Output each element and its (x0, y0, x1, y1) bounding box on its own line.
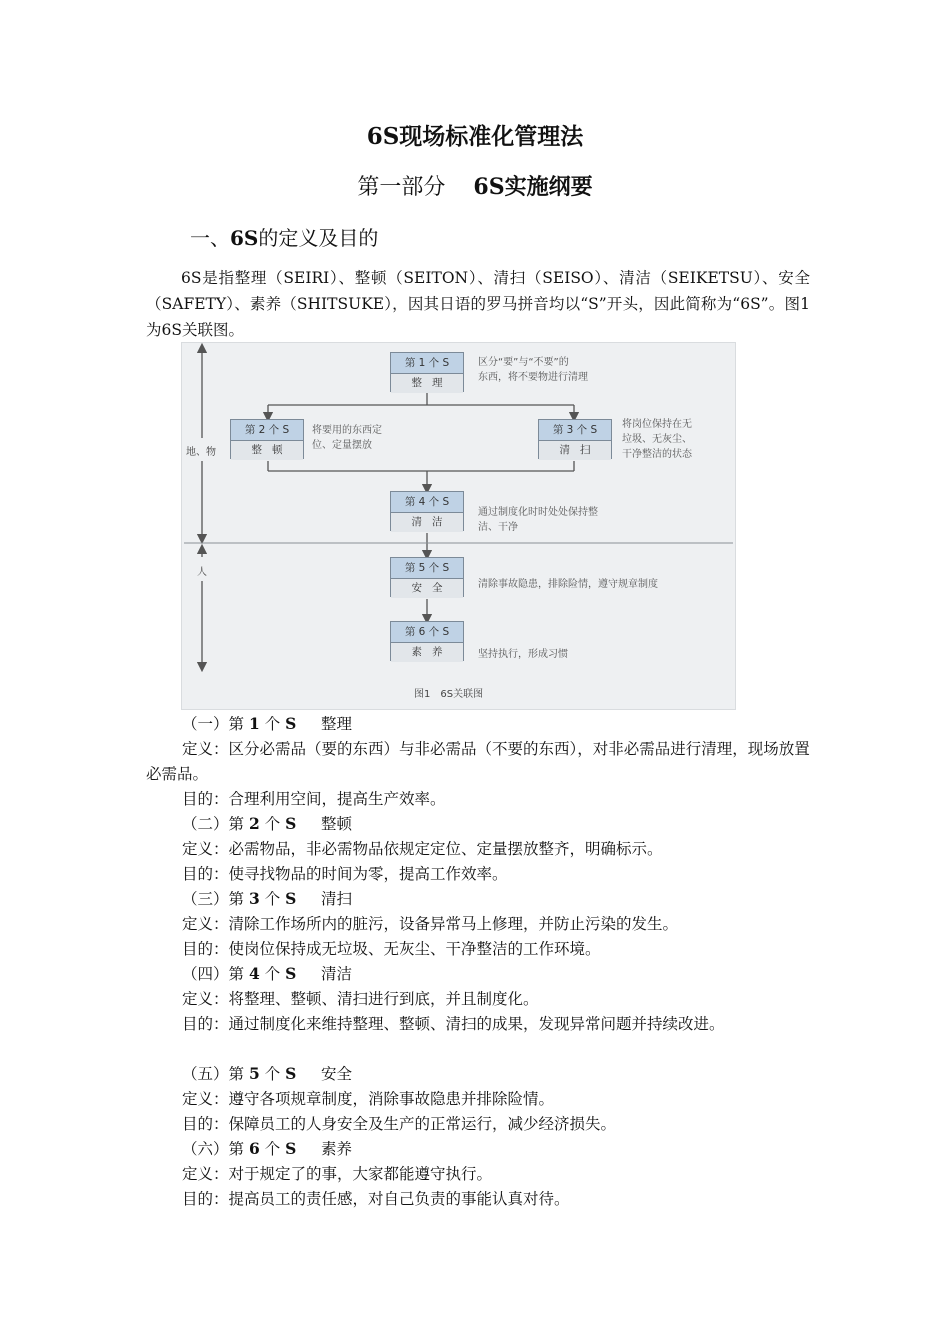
section-3 (146, 886, 810, 962)
section-5 (146, 1061, 810, 1137)
section-heading-row: （五）第 5 个 S 安全 (182, 1064, 353, 1083)
section-definition: 定义：遵守各项规章制度，消除事故隐患并排除险情。 (182, 1090, 555, 1108)
desc-seiton: 将要用的东西定 位、定量摆放 (312, 425, 382, 451)
section-definition: 定义：将整理、整顿、清扫进行到底，并且制度化。 (182, 990, 539, 1008)
intro-paragraph: 6S是指整理（SEIRI）、整顿（SEITON）、清扫（SEISO）、清洁（SEIKETSU）、安全（SAFETY）、素养（SHITSUKE），因其日语的罗马拼音均以“S”开头，因此简称为“6S”。图1为6S关联图。 (146, 269, 810, 339)
section-heading-row: （一）第 1 个 S 整理 (182, 714, 353, 733)
section-goal: 目的：提高员工的责任感，对自己负责的事能认真对待。 (182, 1190, 570, 1208)
figure-caption: 图1 6S关联图 (414, 689, 484, 700)
section-goal: 目的：通过制度化来维持整理、整顿、清扫的成果，发现异常问题并持续改进。 (182, 1015, 725, 1033)
box-number: 第 5 个 S (391, 558, 463, 579)
box-safety (390, 557, 464, 597)
section-6 (146, 1136, 810, 1212)
box-name: 整顿 (231, 441, 303, 460)
section-name: 整顿 (321, 815, 353, 833)
section-name: 素养 (321, 1140, 353, 1158)
heading-rest: 的定义及目的 (258, 226, 379, 250)
desc-seiso: 将岗位保持在无 垃圾、无灰尘、 干净整洁的状态 (622, 419, 692, 460)
box-seiketsu (390, 491, 464, 531)
part-label: 第一部分 (357, 175, 446, 200)
side-label-things: 地、物 (186, 447, 216, 458)
box-name: 整理 (391, 374, 463, 393)
section-definition: 定义：必需物品，非必需物品依规定定位、定量摆放整齐，明确标示。 (182, 840, 663, 858)
section-name: 清扫 (321, 890, 353, 908)
6s-relation-figure (181, 342, 736, 710)
heading-prefix: 一、 (190, 226, 230, 250)
box-name: 安全 (391, 579, 463, 598)
box-number: 第 3 个 S (539, 420, 611, 441)
section-2 (146, 811, 810, 887)
section-definition: 定义：区分必需品（要的东西）与非必需品（不要的东西），对非必需品进行清理，现场放置必需品。 (146, 740, 810, 783)
part-heading (0, 170, 950, 201)
section-heading-row: （三）第 3 个 S 清扫 (182, 889, 353, 908)
document-title: 6S现场标准化管理法 (366, 123, 584, 150)
heading-bold: 6S (230, 226, 259, 250)
desc-seiketsu: 通过制度化时时处处保持整 洁、干净 (478, 507, 598, 533)
section-heading-row: （四）第 4 个 S 清洁 (182, 964, 353, 983)
box-name: 清洁 (391, 513, 463, 532)
side-label-people: 人 (197, 567, 207, 578)
section-heading (190, 222, 378, 251)
box-name: 清扫 (539, 441, 611, 460)
box-number: 第 6 个 S (391, 622, 463, 643)
section-goal: 目的：合理利用空间，提高生产效率。 (182, 790, 446, 808)
section-goal: 目的：保障员工的人身安全及生产的正常运行，减少经济损失。 (182, 1115, 617, 1133)
box-number: 第 1 个 S (391, 353, 463, 374)
section-goal: 目的：使岗位保持成无垃圾、无灰尘、干净整洁的工作环境。 (182, 940, 601, 958)
section-definition: 定义：对于规定了的事，大家都能遵守执行。 (182, 1165, 493, 1183)
part-name: 6S实施纲要 (473, 174, 593, 200)
box-number: 第 4 个 S (391, 492, 463, 513)
desc-safety: 清除事故隐患，排除险情，遵守规章制度 (478, 579, 658, 590)
section-heading-row: （六）第 6 个 S 素养 (182, 1139, 353, 1158)
section-name: 清洁 (321, 965, 353, 983)
section-name: 整理 (321, 715, 353, 733)
box-seiton (230, 419, 304, 459)
section-goal: 目的：使寻找物品的时间为零，提高工作效率。 (182, 865, 508, 883)
section-heading-row: （二）第 2 个 S 整顿 (182, 814, 353, 833)
box-number: 第 2 个 S (231, 420, 303, 441)
desc-shitsuke: 坚持执行，形成习惯 (478, 649, 568, 660)
section-4 (146, 961, 810, 1037)
box-seiri (390, 352, 464, 392)
box-seiso (538, 419, 612, 459)
box-name: 素养 (391, 643, 463, 662)
section-name: 安全 (321, 1065, 353, 1083)
section-definition: 定义：清除工作场所内的脏污，设备异常马上修理，并防止污染的发生。 (182, 915, 679, 933)
desc-seiri: 区分“要”与“不要”的 东西，将不要物进行清理 (478, 357, 588, 383)
box-shitsuke (390, 621, 464, 661)
section-1 (146, 711, 810, 812)
